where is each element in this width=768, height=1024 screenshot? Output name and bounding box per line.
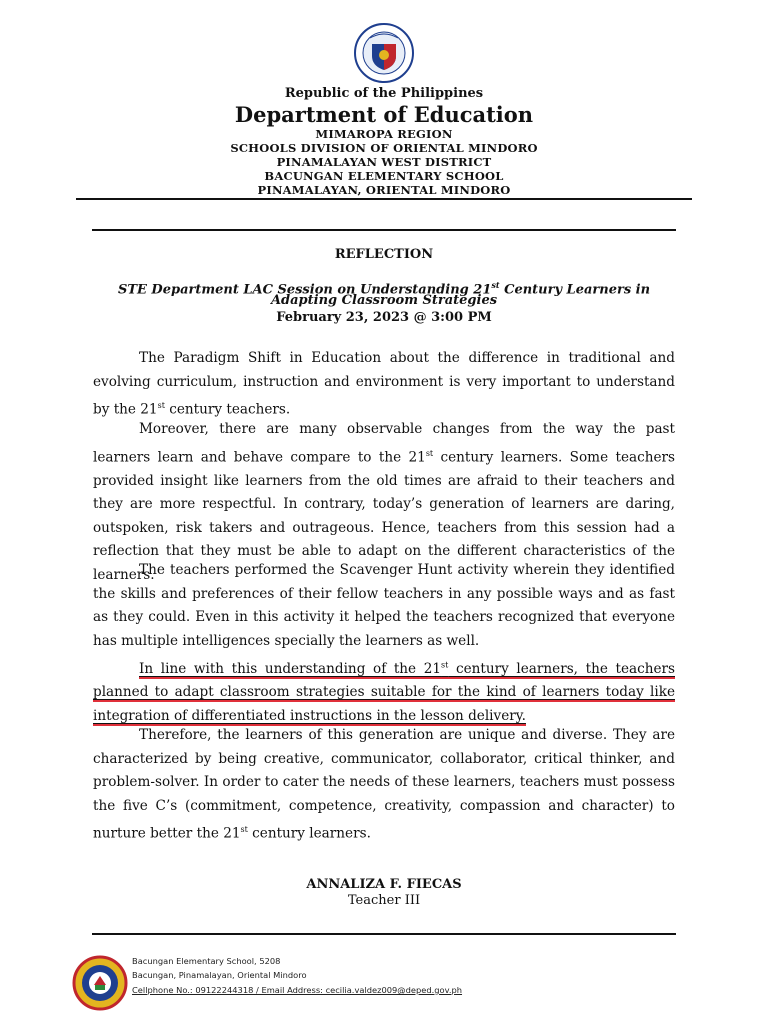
footer-address-line: Bacungan, Pinamalayan, Oriental Mindoro [132, 970, 307, 980]
document-title: REFLECTION [334, 247, 434, 262]
header-region: MIMAROPA REGION [315, 127, 453, 141]
paragraph-5: Therefore, the learners of this generation are unique and diverse. They are characterized by being creative, communicator, collaborator, critical thinker, and problem-solver. In order to cater the needs of these learners, teachers must possess the five C’s (commitment, competence, creativity, compassion and character) to nurture better the 21st century learners. [93, 727, 675, 842]
header-school: BACUNGAN ELEMENTARY SCHOOL [264, 169, 504, 183]
header-division: SCHOOLS DIVISION OF ORIENTAL MINDORO [230, 141, 538, 155]
signatory-name: ANNALIZA F. FIECAS [306, 877, 462, 892]
paragraph-4-underlined: In line with this understanding of the 21st century learners, the teachers planned to adapt classroom strategies suitable for the kind of learners today like integration of differentiated instructions in the lesson delivery. [93, 660, 675, 724]
header-district: PINAMALAYAN WEST DISTRICT [276, 155, 492, 169]
department-name: Department of Education [234, 102, 534, 127]
footer-school-line: Bacungan Elementary School, 5208 [132, 956, 281, 966]
paragraph-3: The teachers performed the Scavenger Hunt activity wherein they identified the skills and preferences of their fellow teachers in any possible ways and as fast as they could. Even in this activity it helped the teachers recognized that everyone has multiple intelligences specially the learners as well. [93, 562, 675, 649]
paragraph-1: The Paradigm Shift in Education about the difference in traditional and evolving curriculum, instruction and environment is very important to understand by the 21st century teachers. [93, 350, 675, 418]
session-date: February 23, 2023 @ 3:00 PM [276, 310, 492, 325]
footer-contact-line: Cellphone No.: 09122244318 / Email Address: cecilia.valdez009@deped.gov.ph [132, 985, 463, 995]
header-divider [76, 198, 692, 200]
signatory-role: Teacher III [347, 893, 421, 908]
session-title-line-2: Adapting Classroom Strategies [270, 293, 498, 308]
session-title-line-1: STE Department LAC Session on Understanding 21st Century Learners in [117, 280, 651, 298]
footer-divider [92, 933, 676, 935]
deped-seal-icon [348, 22, 420, 84]
republic-line: Republic of the Philippines [284, 86, 484, 101]
title-divider [92, 229, 676, 231]
header-address: PINAMALAYAN, ORIENTAL MINDORO [257, 183, 511, 197]
school-seal-icon [72, 955, 128, 1011]
paragraph-2: Moreover, there are many observable changes from the way the past learners learn and behave compare to the 21st century learners. Some teachers provided insight like learners from the old times are afraid to their teachers and they are more respectful. In contrary, today’s generation of learners are daring, outspoken, risk takers and outrageous. Hence, teachers from this session had a reflection that they must be able to adapt on the different characteristics of the learners. [93, 421, 675, 583]
